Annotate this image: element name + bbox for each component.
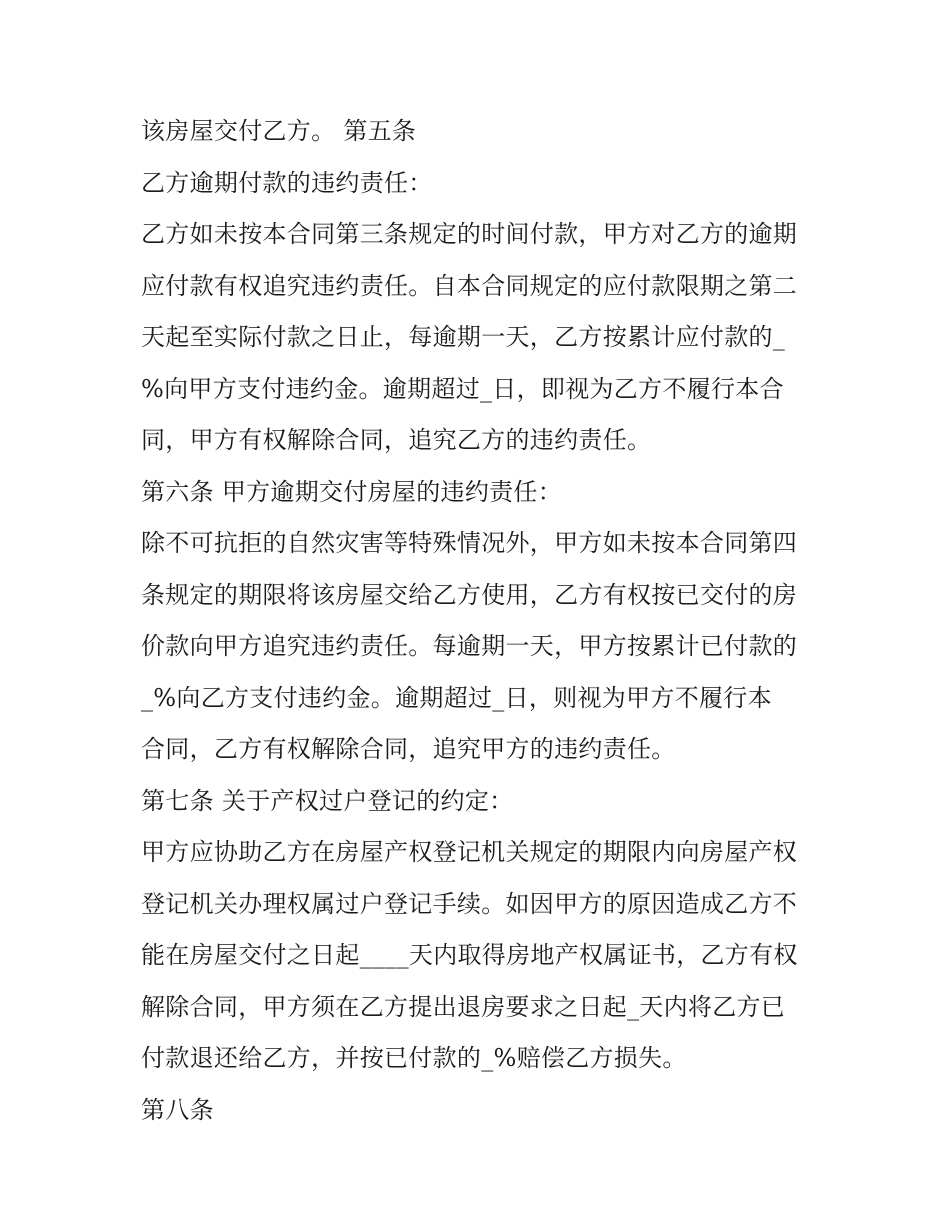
- section-heading: 第七条 关于产权过户登记的约定：: [141, 786, 514, 815]
- text-line: 甲方应协助乙方在房屋产权登记机关规定的期限内向房屋产权: [141, 838, 798, 866]
- text-line: 乙方如未按本合同第三条规定的时间付款，甲方对乙方的逾期: [141, 220, 798, 248]
- text-line: %向甲方支付违约金。逾期超过_日，即视为乙方不履行本合: [141, 374, 784, 403]
- text-line: 天起至实际付款之日止，每逾期一天，乙方按累计应付款的_: [141, 323, 786, 351]
- text-line: 付款退还给乙方，并按已付款的_%赔偿乙方损失。: [141, 1044, 687, 1072]
- text-line: 价款向甲方追究违约责任。每逾期一天，甲方按累计已付款的: [141, 632, 798, 660]
- text-line: 该房屋交付乙方。 第五条: [141, 117, 417, 145]
- text-line: 解除合同，甲方须在乙方提出退房要求之日起_天内将乙方已: [141, 992, 786, 1021]
- text-line: 合同，乙方有权解除合同，追究甲方的违约责任。: [141, 735, 676, 763]
- text-line: 除不可抗拒的自然灾害等特殊情况外，甲方如未按本合同第四: [141, 529, 798, 557]
- document-body: [141, 106, 821, 1136]
- text-line: 条规定的期限将该房屋交给乙方使用，乙方有权按已交付的房: [141, 580, 798, 609]
- section-heading: 第八条: [141, 1095, 214, 1124]
- text-line: 应付款有权追究违约责任。自本合同规定的应付款限期之第二: [141, 271, 798, 300]
- text-line: 乙方逾期付款的违约责任：: [141, 168, 433, 197]
- text-line: _%向乙方支付违约金。逾期超过_日，则视为甲方不履行本: [141, 683, 772, 712]
- text-line: 同，甲方有权解除合同，追究乙方的违约责任。: [141, 426, 652, 454]
- text-line: 登记机关办理权属过户登记手续。如因甲方的原因造成乙方不: [141, 889, 798, 918]
- section-heading: 第六条 甲方逾期交付房屋的违约责任：: [141, 477, 563, 506]
- text-line: 能在房屋交付之日起____天内取得房地产权属证书，乙方有权: [141, 941, 798, 969]
